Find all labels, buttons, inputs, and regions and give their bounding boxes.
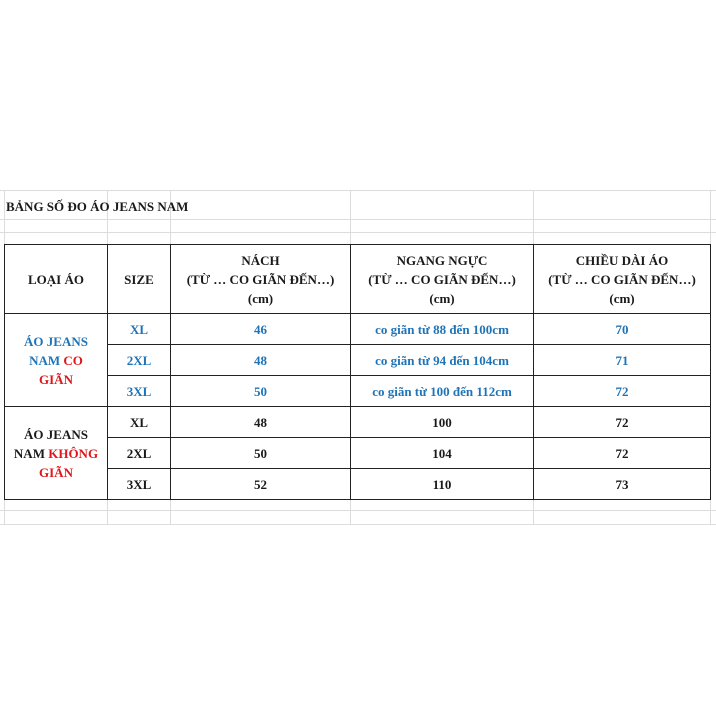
dai-cell: 70	[534, 314, 711, 345]
group-label-stretch	[5, 314, 108, 407]
nach-cell: 50	[171, 376, 351, 407]
dai-cell: 73	[534, 469, 711, 500]
dai-cell: 72	[534, 438, 711, 469]
nguc-cell: co giãn từ 88 đến 100cm	[351, 314, 534, 345]
table-row	[5, 314, 711, 345]
group-label-word: NAM	[29, 352, 61, 368]
header-size: SIZE	[108, 245, 171, 314]
dai-cell: 72	[534, 376, 711, 407]
nguc-cell: 110	[351, 469, 534, 500]
header-dai-range: (TỪ … CO GIÃN ĐẾN…)	[548, 271, 696, 287]
size-cell: XL	[108, 314, 171, 345]
nguc-cell: co giãn từ 94 đến 104cm	[351, 345, 534, 376]
group-label-line2	[5, 351, 107, 370]
header-nach-range: (TỪ … CO GIÃN ĐẾN…)	[186, 271, 335, 287]
group-label-line3: GIÃN	[39, 464, 73, 480]
nach-cell: 52	[171, 469, 351, 500]
header-nach-unit: (cm)	[247, 290, 274, 306]
group-label-word: NAM	[13, 445, 45, 461]
header-dai-title: CHIỀU DÀI ÁO	[575, 252, 669, 268]
size-table	[4, 244, 711, 500]
header-nguc	[351, 245, 534, 314]
group-label-highlight: KHÔNG	[48, 445, 99, 461]
group-label-line2	[5, 444, 107, 463]
table-row	[5, 345, 711, 376]
nguc-cell: 100	[351, 407, 534, 438]
table-row	[5, 469, 711, 500]
group-label-nonstretch	[5, 407, 108, 500]
group-label-line1: ÁO JEANS	[24, 333, 88, 349]
header-nguc-range: (TỪ … CO GIÃN ĐẾN…)	[368, 271, 516, 287]
size-cell: 3XL	[108, 376, 171, 407]
dai-cell: 71	[534, 345, 711, 376]
group-label-highlight: CO	[63, 352, 83, 368]
group-label-line1: ÁO JEANS	[24, 426, 88, 442]
size-cell: 2XL	[108, 438, 171, 469]
table-row	[5, 438, 711, 469]
header-dai-unit: (cm)	[609, 290, 635, 306]
header-nach	[171, 245, 351, 314]
nach-cell: 50	[171, 438, 351, 469]
header-row	[5, 245, 711, 314]
dai-cell: 72	[534, 407, 711, 438]
nach-cell: 48	[171, 345, 351, 376]
table-title: BẢNG SỐ ĐO ÁO JEANS NAM	[6, 199, 189, 214]
header-nguc-unit: (cm)	[429, 290, 455, 306]
header-nguc-title: NGANG NGỰC	[396, 252, 488, 268]
header-type: LOẠI ÁO	[5, 245, 108, 314]
size-cell: XL	[108, 407, 171, 438]
nguc-cell: 104	[351, 438, 534, 469]
table-row	[5, 376, 711, 407]
header-nach-title: NÁCH	[241, 252, 280, 268]
header-dai	[534, 245, 711, 314]
group-label-line3: GIÃN	[39, 371, 73, 387]
nach-cell: 46	[171, 314, 351, 345]
nguc-cell: co giãn từ 100 đến 112cm	[351, 376, 534, 407]
nach-cell: 48	[171, 407, 351, 438]
size-cell: 3XL	[108, 469, 171, 500]
table-row	[5, 407, 711, 438]
size-cell: 2XL	[108, 345, 171, 376]
